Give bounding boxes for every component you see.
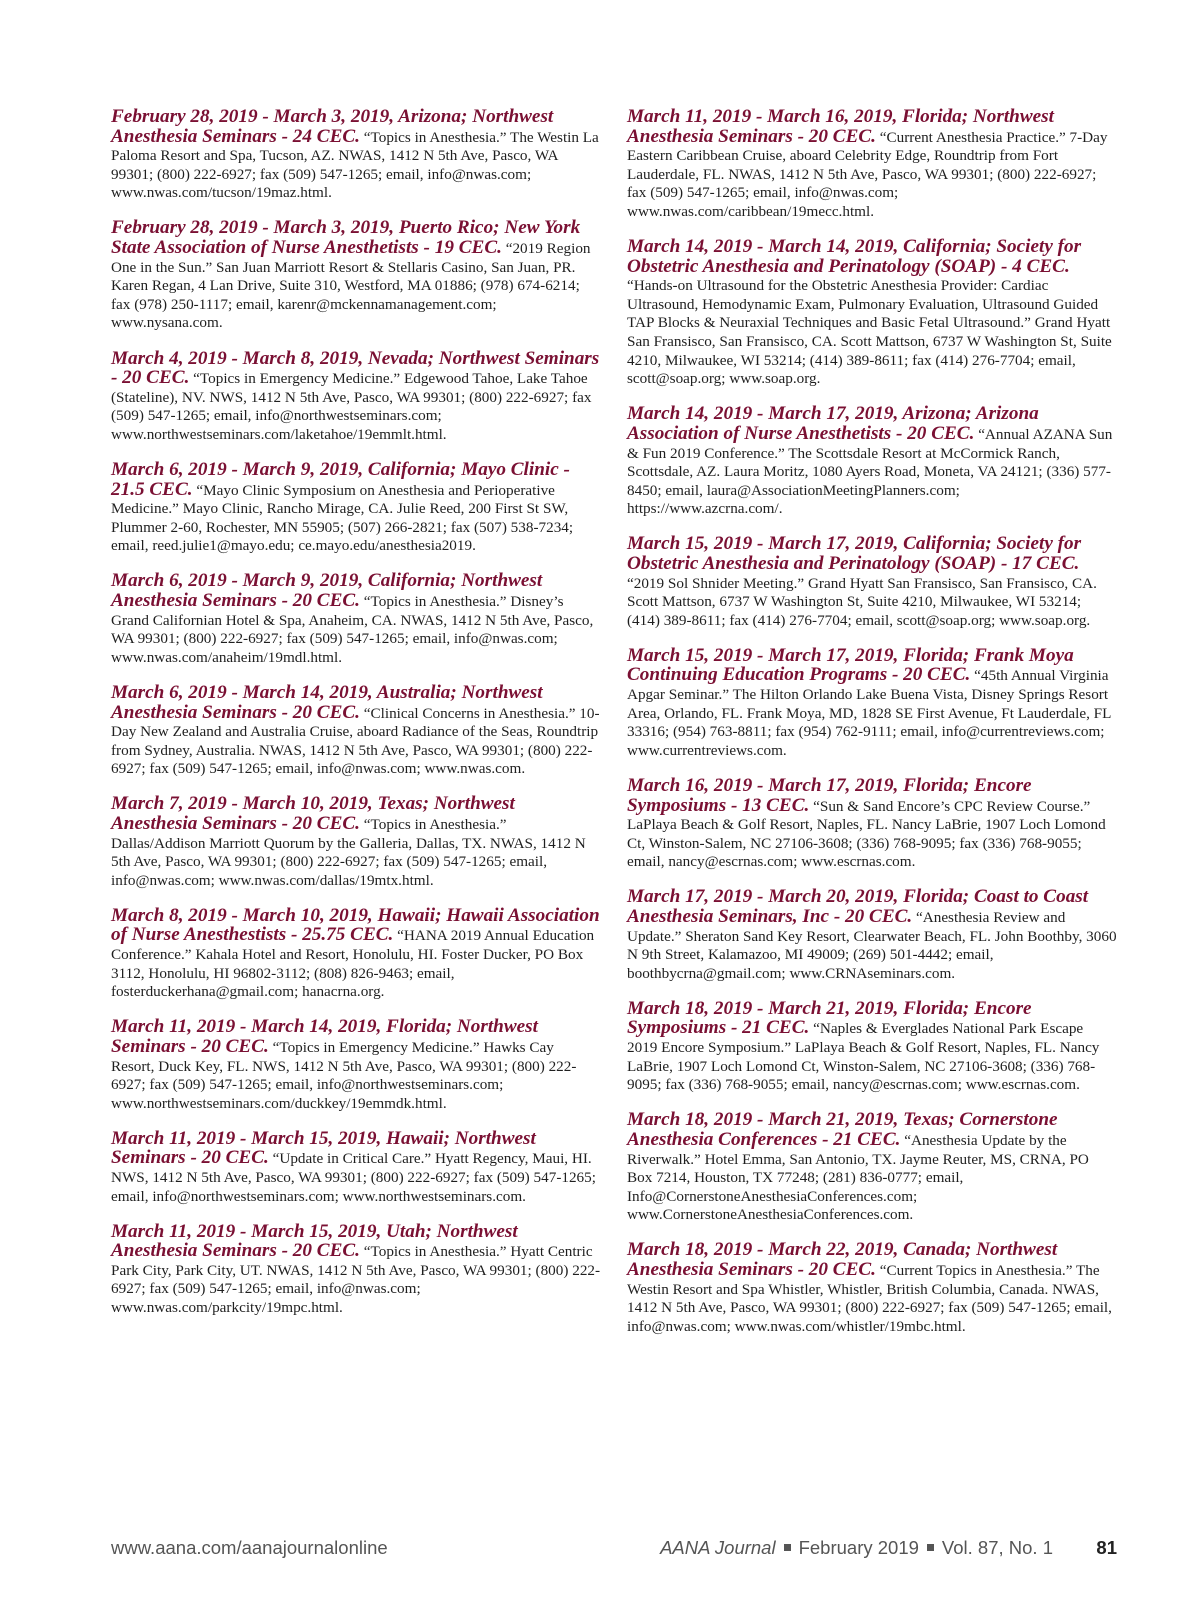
listing-details: “Update in Critical Care.” Hyatt Regency, Maui, HI. NWS, 1412 N 5th Ave, Pasco, WA 99301; (800) 222-6927; fax (509) 547-1265; email, info@northwestseminars.com; www.northwestseminars.com. bbox=[111, 1150, 596, 1205]
listing-entry bbox=[627, 238, 1117, 389]
listing-entry bbox=[627, 888, 1117, 983]
listing-heading: March 11, 2019 - March 15, 2019, Utah; Northwest Anesthesia Seminars - 20 CEC. bbox=[111, 1220, 518, 1262]
listing-heading: February 28, 2019 - March 3, 2019, Puerto Rico; New York State Association of Nurse Anesthetists - 19 CEC. bbox=[111, 217, 581, 259]
listing-details: “2019 Region One in the Sun.” San Juan Marriott Resort & Stellaris Casino, San Juan, PR. Karen Regan, 4 Lan Drive, Suite 310, Westford, MA 01886; (978) 674-6214; fax (978) 250-1117; email, karenr@mckennamanagement.com; www.nysana.com. bbox=[111, 240, 591, 332]
footer-url: www.aana.com/aanajournalonline bbox=[111, 1537, 388, 1558]
listing-heading: March 17, 2019 - March 20, 2019, Florida; Coast to Coast Anesthesia Seminars, Inc - 20 CEC. bbox=[627, 886, 1089, 927]
listing-details: “Current Topics in Anesthesia.” The Westin Resort and Spa Whistler, Whistler, British Columbia, Canada. NWAS, 1412 N 5th Ave, Pasco, WA 99301; (800) 222-6927; fax (509) 547-1265; email, info@nwas.com; www.nwas.com/whistler/19mbc.html. bbox=[627, 1261, 1112, 1335]
listing-details: “Topics in Anesthesia.” Disney’s Grand Californian Hotel & Spa, Anaheim, CA. NWAS, 1412 N 5th Ave, Pasco, WA 99301; (800) 222-6927; fax (509) 547-1265; email, info@nwas.com; www.nwas.com/anaheim/19mdl.html. bbox=[111, 593, 594, 666]
listing-entry bbox=[627, 1111, 1117, 1225]
listing-entry bbox=[627, 535, 1117, 630]
listing-heading: March 4, 2019 - March 8, 2019, Nevada; Northwest Seminars - 20 CEC. bbox=[111, 347, 600, 389]
listing-entry bbox=[111, 219, 601, 333]
listing-heading: March 15, 2019 - March 17, 2019, Florida; Frank Moya Continuing Education Programs - 20 CEC. bbox=[627, 644, 1074, 686]
listing-details: “Topics in Anesthesia.” Hyatt Centric Park City, Park City, UT. NWAS, 1412 N 5th Ave, Pasco, WA 99301; (800) 222-6927; fax (509) 547-1265; email, info@nwas.com; www.nwas.com/parkcity/19mpc.html. bbox=[111, 1243, 601, 1317]
listing-entry bbox=[111, 347, 601, 445]
listing-entry bbox=[627, 1241, 1117, 1336]
listing-entry bbox=[111, 108, 601, 203]
listing-heading: February 28, 2019 - March 3, 2019, Arizona; Northwest Anesthesia Seminars - 24 CEC. bbox=[111, 106, 554, 147]
listing-entry bbox=[627, 997, 1117, 1095]
listing-entry bbox=[111, 681, 601, 779]
listing-heading: March 6, 2019 - March 14, 2019, Australia; Northwest Anesthesia Seminars - 20 CEC. bbox=[111, 681, 543, 723]
listing-heading: March 18, 2019 - March 22, 2019, Canada; Northwest Anesthesia Seminars - 20 CEC. bbox=[627, 1239, 1058, 1280]
listing-details: “45th Annual Virginia Apgar Seminar.” The Hilton Orlando Lake Buena Vista, Disney Springs Resort Area, Orlando, FL. Frank Moya, MD, 1828 SE First Avenue, Ft Lauderdale, FL 33316; (954) 763-8811; fax (954) 762-9111; email, info@currentreviews.com; www.currentreviews.com. bbox=[627, 667, 1111, 759]
listing-details: “2019 Sol Shnider Meeting.” Grand Hyatt San Fransisco, San Fransisco, CA. Scott Mattson, 6737 W Washington St, Suite 4210, Milwaukee, WI 53214; (414) 389-8611; fax (414) 276-7704; email, scott@soap.org; www.soap.org. bbox=[627, 574, 1097, 629]
volume-number: Vol. 87, No. 1 bbox=[941, 1537, 1053, 1558]
listing-heading: March 7, 2019 - March 10, 2019, Texas; Northwest Anesthesia Seminars - 20 CEC. bbox=[111, 793, 515, 834]
listing-entry bbox=[111, 795, 601, 890]
listing-entry bbox=[627, 774, 1117, 872]
listing-details: “Current Anesthesia Practice.” 7-Day Eastern Caribbean Cruise, aboard Celebrity Edge, Roundtrip from Fort Lauderdale, FL. NWAS, 1412 N 5th Ave, Pasco, WA 99301; (800) 222-6927; fax (509) 547-1265; email, info@nwas.com; www.nwas.com/caribbean/19mecc.html. bbox=[627, 128, 1108, 220]
listing-details: “Naples & Everglades National Park Escape 2019 Encore Symposium.” LaPlaya Beach & Golf Resort, Naples, FL. Nancy LaBrie, 1907 Loch Lomond Ct, Winston-Salem, NC 27106-3608; (336) 768-9095; fax (336) 768-9055; email, nancy@escrnas.com; www.escrnas.com. bbox=[627, 1020, 1100, 1094]
listing-heading: March 14, 2019 - March 14, 2019, California; Society for Obstetric Anesthesia and Perinatology (SOAP) - 4 CEC. bbox=[627, 236, 1082, 277]
listing-heading: March 11, 2019 - March 14, 2019, Florida; Northwest Seminars - 20 CEC. bbox=[111, 1016, 538, 1057]
listing-entry bbox=[111, 572, 601, 667]
listing-entry bbox=[627, 405, 1117, 519]
left-column bbox=[111, 108, 601, 1334]
listing-details: “Topics in Emergency Medicine.” Hawks Cay Resort, Duck Key, FL. NWS, 1412 N 5th Ave, Pasco, WA 99301; (800) 222-6927; fax (509) 547-1265; email, info@northwestseminars.com; www.northwestseminars.com/duckkey/19emmdk.html. bbox=[111, 1038, 577, 1112]
listing-entry bbox=[111, 1018, 601, 1113]
listing-details: “HANA 2019 Annual Education Conference.” Kahala Hotel and Resort, Honolulu, HI. Foster Ducker, PO Box 3112, Honolulu, HI 96802-3112; (808) 826-9463; email, fosterduckerhana@gmail.com; hanacrna.org. bbox=[111, 927, 595, 1001]
listing-heading: March 18, 2019 - March 21, 2019, Texas; Cornerstone Anesthesia Conferences - 21 CEC. bbox=[627, 1109, 1058, 1150]
listing-details: “Clinical Concerns in Anesthesia.” 10-Day New Zealand and Australia Cruise, aboard Radiance of the Seas, Roundtrip from Sydney, Australia. NWAS, 1412 N 5th Ave, Pasco, WA 99301; (800) 222-6927; fax (509) 547-1265; email, info@nwas.com; www.nwas.com. bbox=[111, 704, 600, 778]
listing-heading: March 8, 2019 - March 10, 2019, Hawaii; Hawaii Association of Nurse Anesthestists - 25.75 CEC. bbox=[111, 904, 600, 946]
listing-heading: March 14, 2019 - March 17, 2019, Arizona; Arizona Association of Nurse Anesthetists - 20 CEC. bbox=[627, 403, 1039, 444]
listing-entry bbox=[111, 904, 601, 1002]
listing-heading: March 15, 2019 - March 17, 2019, California; Society for Obstetric Anesthesia and Perinatology (SOAP) - 17 CEC. bbox=[627, 533, 1082, 574]
listing-details: “Anesthesia Review and Update.” Sheraton Sand Key Resort, Clearwater Beach, FL. John Boothby, 3060 N 9th Street, Kalamazoo, MI 49009; (269) 501-4442; email, boothbycrna@gmail.com; www.CRNAseminars.com. bbox=[627, 908, 1117, 982]
listing-entry bbox=[627, 644, 1117, 761]
page-footer bbox=[111, 1537, 1117, 1561]
listing-entry bbox=[111, 1220, 601, 1318]
listing-details: “Topics in Anesthesia.” The Westin La Paloma Resort and Spa, Tucson, AZ. NWAS, 1412 N 5th Ave, Pasco, WA 99301; (800) 222-6927; fax (509) 547-1265; email, info@nwas.com; www.nwas.com/tucson/19maz.html. bbox=[111, 128, 599, 202]
listing-heading: March 16, 2019 - March 17, 2019, Florida; Encore Symposiums - 13 CEC. bbox=[627, 774, 1032, 816]
listing-entry bbox=[111, 1127, 601, 1206]
listing-details: “Anesthesia Update by the Riverwalk.” Hotel Emma, San Antonio, TX. Jayme Reuter, MS, CRNA, PO Box 7214, Houston, TX 77248; (281) 836-0777; email, Info@CornerstoneAnesthesiaConferences.com; www.CornerstoneAnesthesiaConferences.com. bbox=[627, 1131, 1089, 1224]
listing-details: “Sun & Sand Encore’s CPC Review Course.” LaPlaya Beach & Golf Resort, Naples, FL. Nancy LaBrie, 1907 Loch Lomond Ct, Winston-Salem, NC 27106-3608; (336) 768-9095; fax (336) 768-9055; email, nancy@escrnas.com; www.escrnas.com. bbox=[627, 797, 1106, 871]
issue-date: February 2019 bbox=[798, 1537, 919, 1558]
footer-journal-info bbox=[660, 1537, 1053, 1559]
listing-details: “Topics in Anesthesia.” Dallas/Addison Marriott Quorum by the Galleria, Dallas, TX. NWAS, 1412 N 5th Ave, Pasco, WA 99301; (800) 222-6927; fax (509) 547-1265; email, info@nwas.com; www.nwas.com/dallas/19mtx.html. bbox=[111, 816, 586, 889]
listing-entry bbox=[627, 108, 1117, 222]
listing-heading: March 6, 2019 - March 9, 2019, California; Northwest Anesthesia Seminars - 20 CEC. bbox=[111, 570, 543, 612]
listing-heading: March 18, 2019 - March 21, 2019, Florida; Encore Symposiums - 21 CEC. bbox=[627, 997, 1032, 1039]
listing-details: “Topics in Emergency Medicine.” Edgewood Tahoe, Lake Tahoe (Stateline), NV. NWS, 1412 N 5th Ave, Pasco, WA 99301; (800) 222-6927; fax (509) 547-1265; email, info@northwestseminars.com; www.northwestseminars.com/laketahoe/19emmlt.html. bbox=[111, 370, 592, 443]
square-bullet-icon bbox=[927, 1544, 934, 1551]
journal-name: AANA Journal bbox=[660, 1537, 776, 1558]
listing-details: “Hands-on Ultrasound for the Obstetric Anesthesia Provider: Cardiac Ultrasound, Hemodynamic Exam, Pulmonary Evaluation, Ultrasound Guided TAP Blocks & Neuraxial Techniques and Basic Fetal Ultrasound.” Grand Hyatt San Fransisco, San Fransisco, CA. Scott Mattson, 6737 W Washington St, Suite 4210, Milwaukee, WI 53214; (414) 389-8611; fax (414) 276-7704; email, scott@soap.org; www.soap.org. bbox=[627, 277, 1112, 388]
listing-heading: March 11, 2019 - March 16, 2019, Florida; Northwest Anesthesia Seminars - 20 CEC. bbox=[627, 106, 1054, 147]
page-number: 81 bbox=[1096, 1537, 1117, 1558]
listing-details: “Annual AZANA Sun & Fun 2019 Conference.” The Scottsdale Resort at McCormick Ranch, Scottsdale, AZ. Laura Moritz, 1080 Ayers Road, Moneta, VA 24121; (336) 577-8450; email, laura@AssociationMeetingPlanners.com; https://www.azcrna.com/. bbox=[627, 425, 1113, 518]
right-column bbox=[627, 108, 1117, 1353]
listing-heading: March 6, 2019 - March 9, 2019, California; Mayo Clinic - 21.5 CEC. bbox=[111, 459, 570, 500]
listing-details: “Mayo Clinic Symposium on Anesthesia and Perioperative Medicine.” Mayo Clinic, Rancho Mirage, CA. Julie Reed, 200 First St SW, Plummer 2-60, Rochester, MN 55905; (507) 266-2821; fax (507) 538-7234; email, reed.julie1@mayo.edu; ce.mayo.edu/anesthesia2019. bbox=[111, 481, 574, 555]
listing-heading: March 11, 2019 - March 15, 2019, Hawaii; Northwest Seminars - 20 CEC. bbox=[111, 1127, 536, 1169]
square-bullet-icon bbox=[784, 1544, 791, 1551]
listing-entry bbox=[111, 461, 601, 556]
